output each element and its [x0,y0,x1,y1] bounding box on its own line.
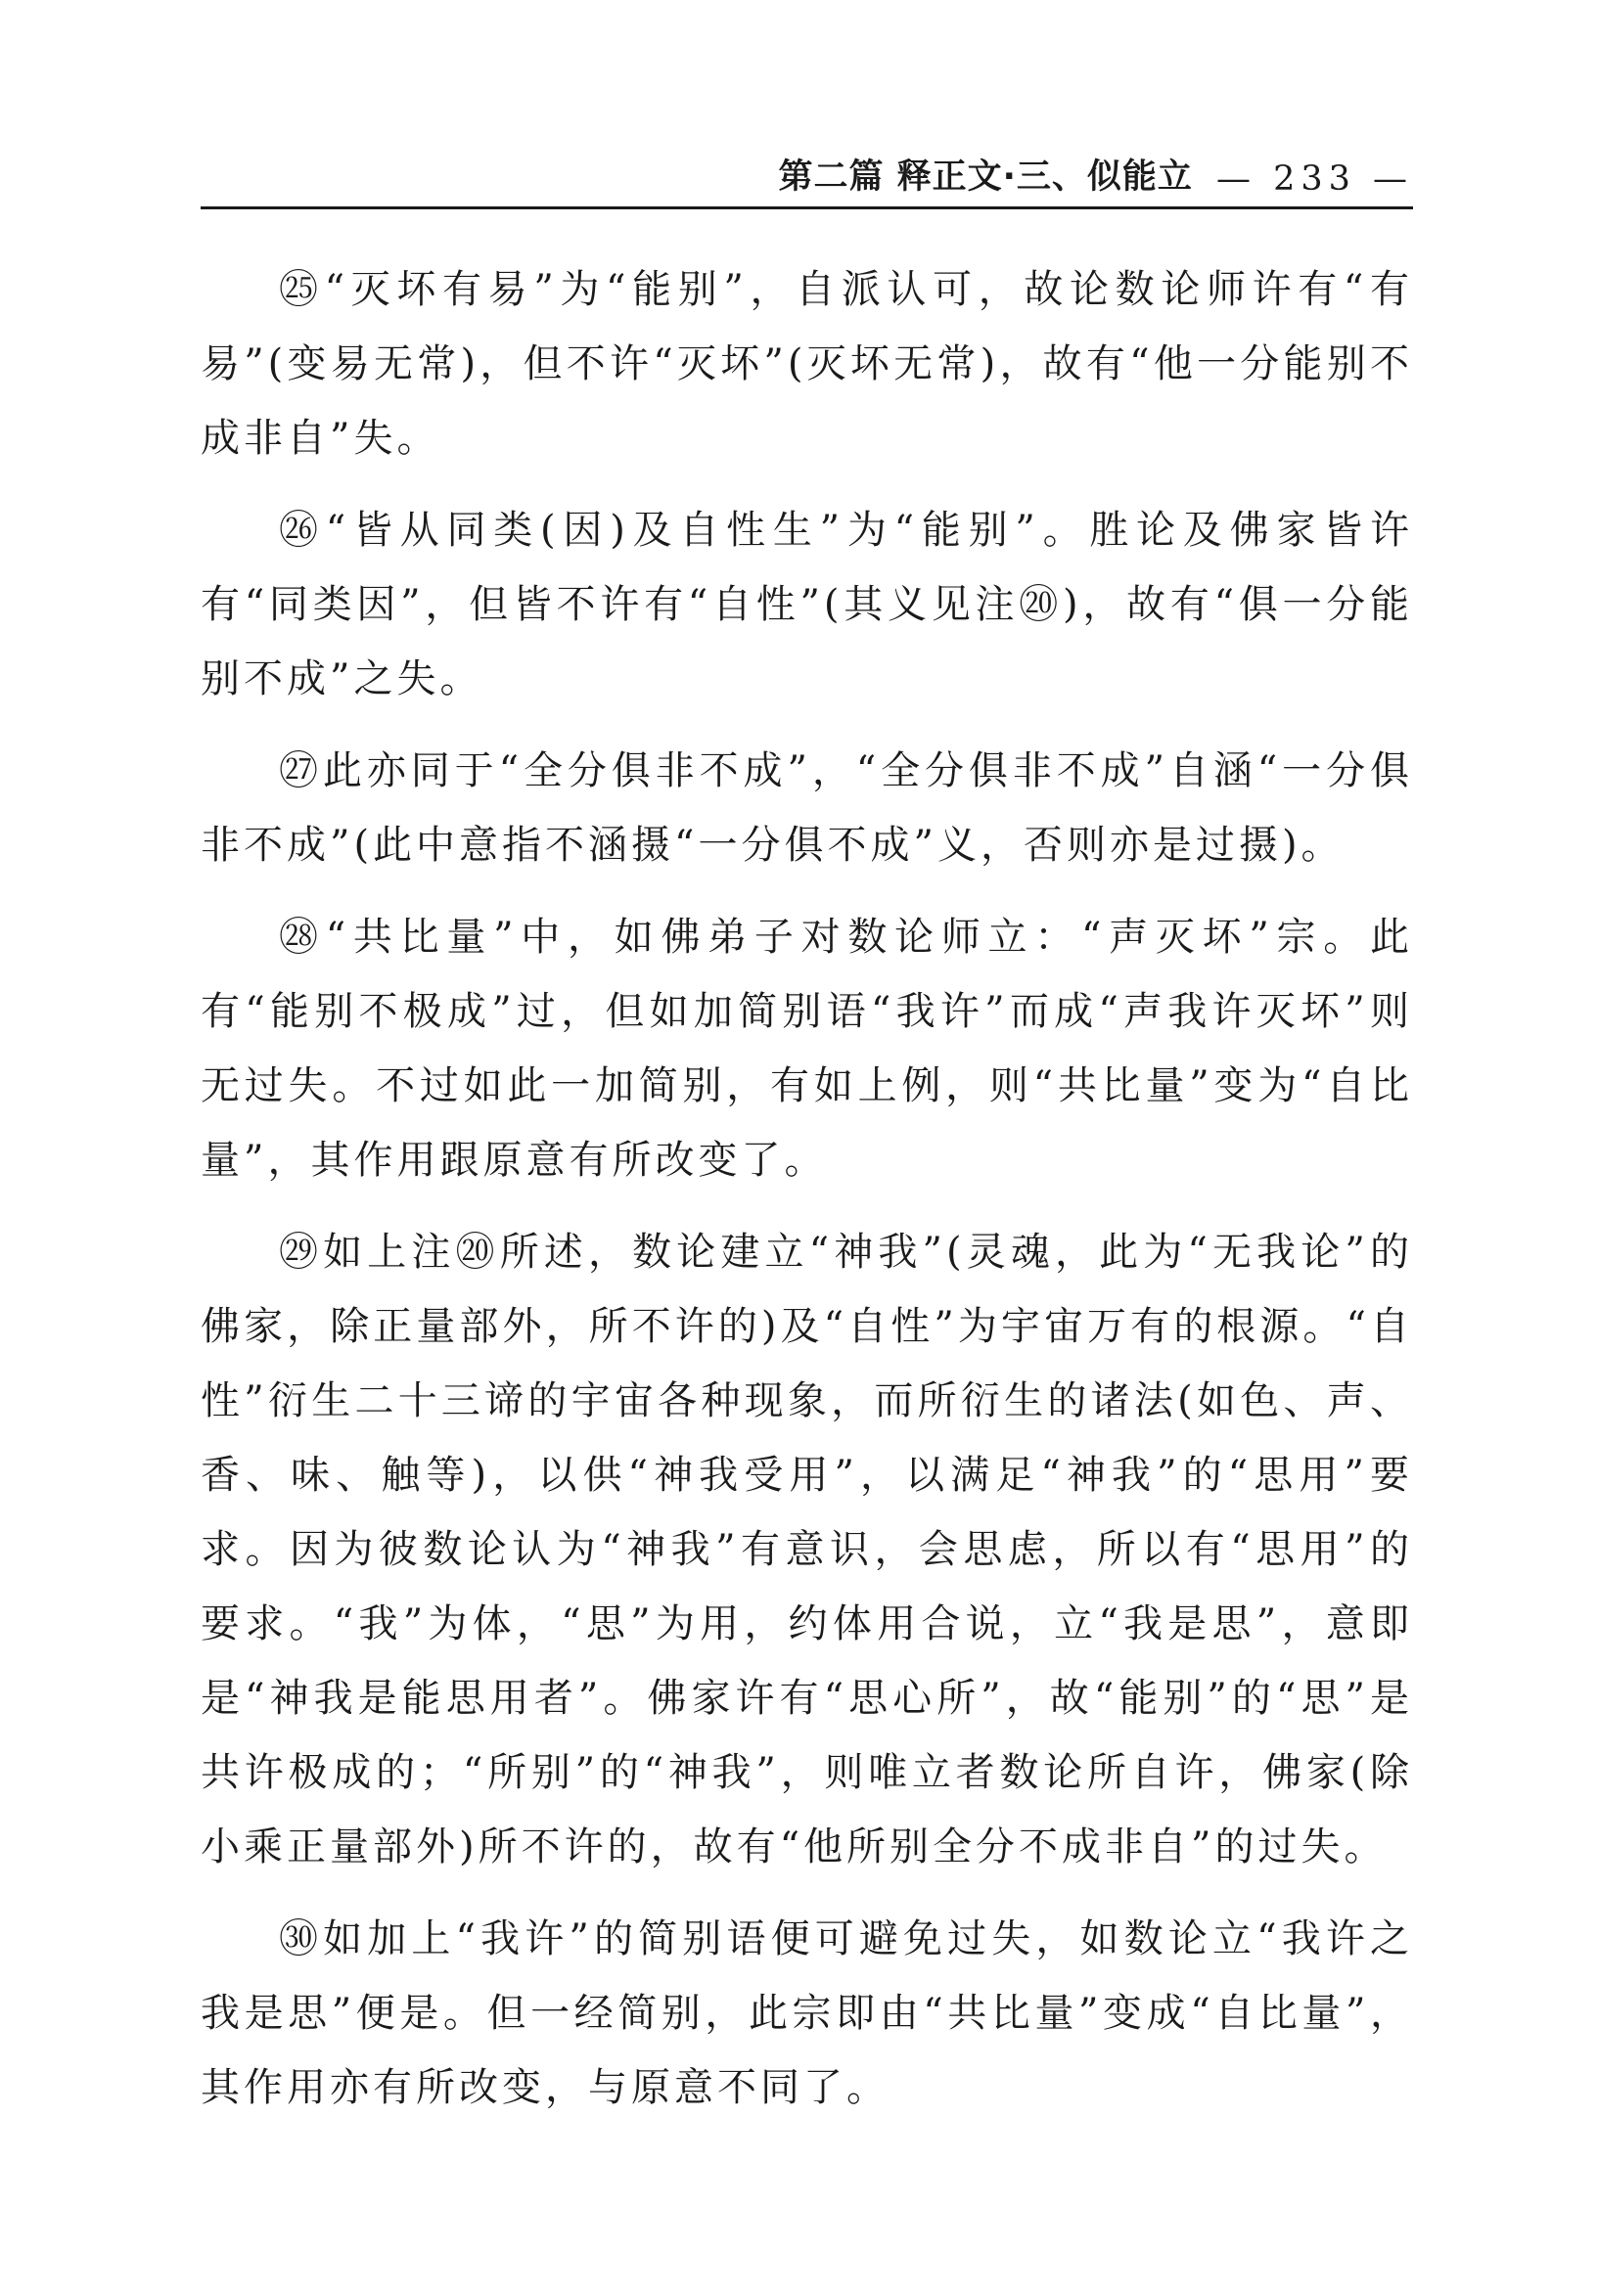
running-header [201,155,1413,209]
chapter-title: 第二篇 释正文·三、似能立 [778,158,1193,197]
note-25: ㉕“灭坏有易”为“能别”，自派认可，故论数论师许有“有易”(变易无常)，但不许“灭坏”(灭坏无常)，故有“他一分能别不成非自”失。 [201,267,1413,461]
note-29: ㉙如上注⑳所述，数论建立“神我”(灵魂，此为“无我论”的佛家，除正量部外，所不许的)及“自性”为宇宙万有的根源。“自性”衍生二十三谛的宇宙各种现象，而所衍生的诸法(如色、声、香、味、触等)，以供“神我受用”，以满足“神我”的“思用”要求。因为彼数论认为“神我”有意识，会思虑，所以有“思用”的要求。“我”为体，“思”为用，约体用合说，立“我是思”，意即是“神我是能思用者”。佛家许有“思心所”，故“能别”的“思”是共许极成的；“所别”的“神我”，则唯立者数论所自许，佛家(除小乘正量部外)所不许的，故有“他所别全分不成非自”的过失。 [201,1230,1413,1869]
note-28: ㉘“共比量”中，如佛弟子对数论师立：“声灭坏”宗。此有“能别不极成”过，但如加简别语“我许”而成“声我许灭坏”则无过失。不过如此一加简别，有如上例，则“共比量”变为“自比量”，其作用跟原意有所改变了。 [201,915,1413,1183]
page-number: — 233 — [1215,159,1413,199]
note-30: ㉚如加上“我许”的简别语便可避免过失，如数论立“我许之我是思”便是。但一经简别，此宗即由“共比量”变成“自比量”，其作用亦有所改变，与原意不同了。 [201,1916,1413,2110]
note-27: ㉗此亦同于“全分俱非不成”，“全分俱非不成”自涵“一分俱非不成”(此中意指不涵摄“一分俱不成”义，否则亦是过摄)。 [201,748,1413,868]
note-26: ㉖“皆从同类(因)及自性生”为“能别”。胜论及佛家皆许有“同类因”，但皆不许有“自性”(其义见注⑳)，故有“俱一分能别不成”之失。 [201,508,1413,701]
notes-body [201,252,1413,2142]
